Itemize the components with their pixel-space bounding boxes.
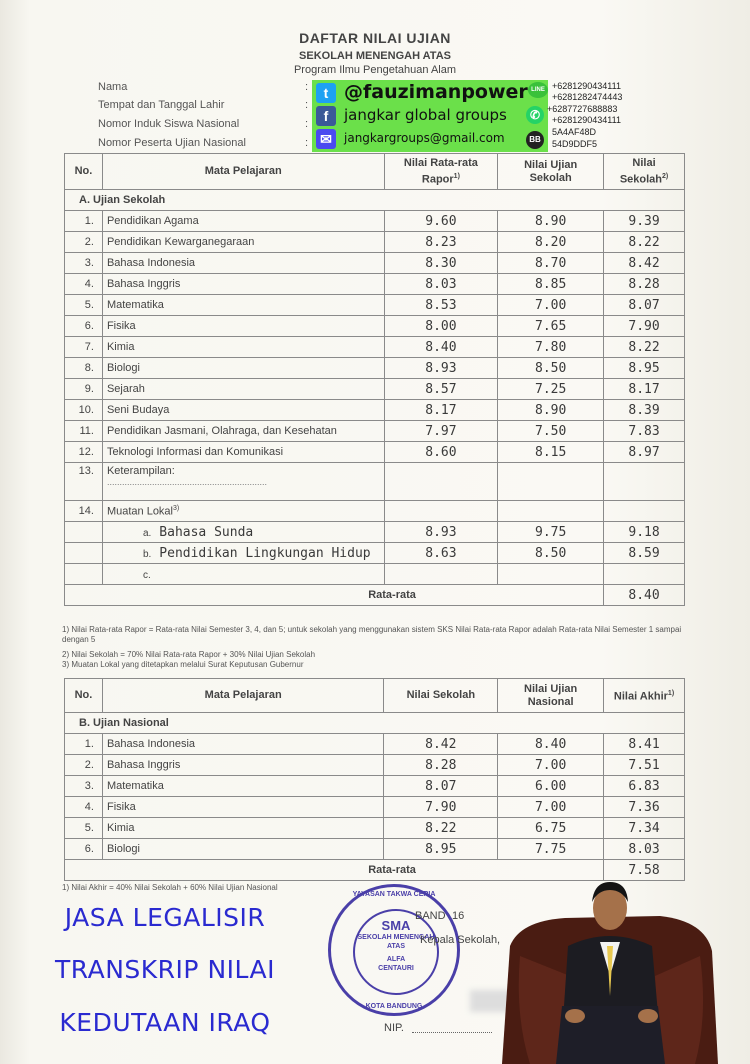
row-subject: Kimia bbox=[102, 818, 383, 839]
row-no: 13. bbox=[65, 463, 103, 501]
promo-line-2: TRANSKRIP NILAI bbox=[54, 955, 275, 984]
table-row bbox=[65, 797, 685, 818]
bbm-icon: BB bbox=[526, 131, 544, 149]
table-row bbox=[65, 274, 685, 295]
col-header-nasional: Nilai Ujian Nasional bbox=[498, 679, 604, 713]
row-no: 4. bbox=[65, 797, 103, 818]
cell-nasional: 7.75 bbox=[498, 839, 604, 860]
cell-rapor: 7.97 bbox=[384, 421, 498, 442]
row-no: 2. bbox=[65, 232, 103, 253]
row-subject: Bahasa Inggris bbox=[102, 274, 384, 295]
cell-akhir: 6.83 bbox=[604, 776, 685, 797]
dotted-line: ................................................................ bbox=[106, 477, 267, 487]
cell-empty bbox=[498, 501, 604, 522]
cell-nasional: 7.00 bbox=[498, 755, 604, 776]
stamp-ring-text: YAYASAN TAKWA CERIA bbox=[352, 891, 436, 898]
cell-sekolah: 7.83 bbox=[604, 421, 685, 442]
school-stamp bbox=[328, 884, 460, 1016]
row-no: 3. bbox=[65, 776, 103, 797]
cell-akhir: 8.41 bbox=[604, 734, 685, 755]
table-row bbox=[65, 379, 685, 400]
cell-sekolah: 8.28 bbox=[384, 755, 498, 776]
row-subject: Teknologi Informasi dan Komunikasi bbox=[102, 442, 384, 463]
cell-nasional: 6.75 bbox=[498, 818, 604, 839]
facebook-icon: f bbox=[316, 106, 336, 126]
cell-rapor: 8.30 bbox=[384, 253, 498, 274]
twitter-icon: t bbox=[316, 83, 336, 103]
stamp-line: ATAS bbox=[386, 943, 406, 950]
table-row bbox=[65, 337, 685, 358]
row-subject: Biologi bbox=[102, 358, 384, 379]
cell-akhir: 7.51 bbox=[604, 755, 685, 776]
cell-rapor bbox=[384, 564, 498, 585]
cell-rapor: 8.57 bbox=[384, 379, 498, 400]
phone-line: +6281290434111 bbox=[552, 81, 621, 91]
col-header-ujian: Nilai Ujian Sekolah bbox=[498, 154, 604, 190]
cell-ujian: 8.90 bbox=[498, 211, 604, 232]
cell-rapor: 8.17 bbox=[384, 400, 498, 421]
cell-empty bbox=[604, 501, 685, 522]
cell-empty bbox=[65, 543, 103, 564]
cell-sekolah: 8.95 bbox=[604, 358, 685, 379]
cell-rapor: 8.63 bbox=[384, 543, 498, 564]
section-b: B. Ujian Nasional bbox=[65, 713, 685, 734]
cell-ujian bbox=[498, 564, 604, 585]
cell-sekolah: 8.42 bbox=[604, 253, 685, 274]
cell-ujian: 7.65 bbox=[498, 316, 604, 337]
row-no: 6. bbox=[65, 316, 103, 337]
cell-rapor: 8.93 bbox=[384, 522, 498, 543]
cell-empty bbox=[65, 522, 103, 543]
row-subject: Bahasa Indonesia bbox=[102, 253, 384, 274]
cell-rapor: 8.00 bbox=[384, 316, 498, 337]
cell-ujian: 8.90 bbox=[498, 400, 604, 421]
cell-empty bbox=[498, 463, 604, 501]
cell-ujian: 8.50 bbox=[498, 543, 604, 564]
cell-ujian: 7.25 bbox=[498, 379, 604, 400]
cell-ujian: 9.75 bbox=[498, 522, 604, 543]
row-no: 12. bbox=[65, 442, 103, 463]
table-row bbox=[65, 232, 685, 253]
table-row bbox=[65, 543, 685, 564]
row-subject-muatan-lokal: Muatan Lokal$^{3)}$ bbox=[102, 501, 384, 522]
label-peserta: Nomor Peserta Ujian Nasional bbox=[98, 137, 246, 149]
row-subject: Matematika bbox=[102, 295, 384, 316]
row-no: 3. bbox=[65, 253, 103, 274]
row-no: 10. bbox=[65, 400, 103, 421]
col-header-rapor: Nilai Rata-rata Rapor$^{1)}$ bbox=[384, 154, 498, 190]
footnote-2: 2) Nilai Sekolah = 70% Nilai Rata-rata Rapor + 30% Nilai Ujian Sekolah bbox=[62, 650, 316, 659]
document-title: DAFTAR NILAI UJIAN bbox=[299, 30, 451, 46]
cell-sekolah: 9.18 bbox=[604, 522, 685, 543]
cell-sekolah: 8.59 bbox=[604, 543, 685, 564]
colon: : bbox=[305, 137, 309, 149]
cell-sekolah: 8.22 bbox=[384, 818, 498, 839]
cell-akhir: 8.03 bbox=[604, 839, 685, 860]
national-exam-table bbox=[64, 678, 685, 881]
col-header-no: No. bbox=[65, 679, 103, 713]
signature-nip: NIP. bbox=[384, 1022, 404, 1034]
col-header-akhir: Nilai Akhir$^{1)}$ bbox=[604, 679, 685, 713]
cell-sekolah: 8.42 bbox=[384, 734, 498, 755]
promo-line-1: JASA LEGALISIR bbox=[64, 903, 266, 932]
col-header-no: No. bbox=[65, 154, 103, 190]
cell-sekolah: 8.95 bbox=[384, 839, 498, 860]
stamp-sma: SMA bbox=[381, 918, 411, 933]
school-type: SEKOLAH MENENGAH ATAS bbox=[299, 50, 451, 62]
colon: : bbox=[305, 118, 309, 130]
cell-ujian: 7.00 bbox=[498, 295, 604, 316]
phone-whatsapp: +6287727688883 bbox=[547, 104, 618, 114]
email-address: jangkargroups@gmail.com bbox=[344, 131, 505, 145]
stamp-line: ALFA bbox=[386, 956, 406, 963]
nip-dotted-line bbox=[412, 1032, 492, 1033]
cell-ujian: 8.85 bbox=[498, 274, 604, 295]
cell-sekolah: 8.07 bbox=[384, 776, 498, 797]
cell-sekolah: 7.90 bbox=[384, 797, 498, 818]
cell-nasional: 8.40 bbox=[498, 734, 604, 755]
cell-sekolah bbox=[604, 564, 685, 585]
email-icon: ✉ bbox=[316, 129, 336, 149]
twitter-handle: @fauzimanpower bbox=[344, 81, 528, 103]
table-row bbox=[65, 734, 685, 755]
cell-empty bbox=[604, 463, 685, 501]
row-no: 5. bbox=[65, 818, 103, 839]
table-row bbox=[65, 818, 685, 839]
label-nisn: Nomor Induk Siswa Nasional bbox=[98, 118, 240, 130]
footnote-3: 3) Muatan Lokal yang ditetapkan melalui Surat Keputusan Gubernur bbox=[62, 660, 304, 669]
stamp-line: CENTAURI bbox=[378, 965, 414, 972]
cell-sekolah: 7.90 bbox=[604, 316, 685, 337]
row-no: 2. bbox=[65, 755, 103, 776]
table-row bbox=[65, 776, 685, 797]
cell-nasional: 7.00 bbox=[498, 797, 604, 818]
row-subject: Pendidikan Kewarganegaraan bbox=[102, 232, 384, 253]
cell-ujian: 8.15 bbox=[498, 442, 604, 463]
signature-place: BAND bbox=[415, 910, 446, 922]
person-photo bbox=[490, 866, 730, 1064]
facebook-name: jangkar global groups bbox=[344, 106, 507, 124]
label-ttl: Tempat dan Tanggal Lahir bbox=[98, 99, 225, 111]
bbm-pin: 5A4AF48D bbox=[552, 127, 597, 137]
col-header-sekolah: Nilai Sekolah$^{2)}$ bbox=[604, 154, 685, 190]
cell-sekolah: 8.22 bbox=[604, 337, 685, 358]
line-icon: LINE bbox=[528, 82, 548, 98]
school-exam-table bbox=[64, 153, 685, 606]
section-a: A. Ujian Sekolah bbox=[65, 190, 685, 211]
row-subject: Seni Budaya bbox=[102, 400, 384, 421]
row-subject: Sejarah bbox=[102, 379, 384, 400]
row-no: 1. bbox=[65, 734, 103, 755]
row-subject: Bahasa Indonesia bbox=[102, 734, 383, 755]
cell-sekolah: 8.22 bbox=[604, 232, 685, 253]
col-header-subject: Mata Pelajaran bbox=[102, 154, 384, 190]
cell-rapor: 8.23 bbox=[384, 232, 498, 253]
table-row bbox=[65, 442, 685, 463]
table-row bbox=[65, 755, 685, 776]
average-label: Rata-rata bbox=[65, 860, 604, 881]
row-subject: Pendidikan Jasmani, Olahraga, dan Kesehatan bbox=[102, 421, 384, 442]
cell-ujian: 7.80 bbox=[498, 337, 604, 358]
colon: : bbox=[305, 99, 309, 111]
signature-role: Kepala Sekolah, bbox=[420, 934, 501, 946]
cell-ujian: 8.70 bbox=[498, 253, 604, 274]
cell-sekolah: 8.39 bbox=[604, 400, 685, 421]
row-subject: Fisika bbox=[102, 316, 384, 337]
cell-nasional: 6.00 bbox=[498, 776, 604, 797]
table-row bbox=[65, 839, 685, 860]
cell-rapor: 8.03 bbox=[384, 274, 498, 295]
average-value: 7.58 bbox=[604, 860, 685, 881]
cell-sekolah: 8.28 bbox=[604, 274, 685, 295]
row-no: 8. bbox=[65, 358, 103, 379]
table-row bbox=[65, 522, 685, 543]
row-subject: Matematika bbox=[102, 776, 383, 797]
cell-ujian: 8.50 bbox=[498, 358, 604, 379]
stamp-line: SEKOLAH MENENGAH bbox=[357, 934, 435, 941]
whatsapp-icon: ✆ bbox=[526, 106, 544, 124]
cell-rapor: 9.60 bbox=[384, 211, 498, 232]
signature-date: 16 bbox=[452, 910, 465, 922]
average-value: 8.40 bbox=[604, 585, 685, 606]
cell-akhir: 7.34 bbox=[604, 818, 685, 839]
col-header-sekolah: Nilai Sekolah bbox=[384, 679, 498, 713]
row-no: 4. bbox=[65, 274, 103, 295]
row-subject: Pendidikan Agama bbox=[102, 211, 384, 232]
cell-empty bbox=[384, 463, 498, 501]
promo-line-3: KEDUTAAN IRAQ bbox=[59, 1008, 271, 1037]
local-subject: b. Pendidikan Lingkungan Hidup bbox=[102, 543, 384, 564]
table-row bbox=[65, 400, 685, 421]
cell-sekolah: 8.07 bbox=[604, 295, 685, 316]
row-no: 7. bbox=[65, 337, 103, 358]
row-no: 6. bbox=[65, 839, 103, 860]
footnote-nilai-akhir: 1) Nilai Akhir = 40% Nilai Sekolah + 60% Nilai Ujian Nasional bbox=[62, 883, 278, 892]
cell-rapor: 8.93 bbox=[384, 358, 498, 379]
cell-ujian: 7.50 bbox=[498, 421, 604, 442]
cell-ujian: 8.20 bbox=[498, 232, 604, 253]
table-row bbox=[65, 358, 685, 379]
cell-rapor: 8.53 bbox=[384, 295, 498, 316]
table-row bbox=[65, 253, 685, 274]
phone-line: +6281282474443 bbox=[552, 92, 623, 102]
table-row bbox=[65, 211, 685, 232]
row-subject: Fisika bbox=[102, 797, 383, 818]
cell-rapor: 8.40 bbox=[384, 337, 498, 358]
cell-akhir: 7.36 bbox=[604, 797, 685, 818]
col-header-subject: Mata Pelajaran bbox=[102, 679, 383, 713]
cell-empty bbox=[384, 501, 498, 522]
row-subject: Bahasa Inggris bbox=[102, 755, 383, 776]
cell-sekolah: 8.97 bbox=[604, 442, 685, 463]
phone-whatsapp: +6281290434111 bbox=[552, 115, 621, 125]
row-no: 1. bbox=[65, 211, 103, 232]
program-name: Program Ilmu Pengetahuan Alam bbox=[293, 64, 457, 76]
average-label: Rata-rata bbox=[65, 585, 604, 606]
colon: : bbox=[305, 81, 309, 93]
local-subject: a. Bahasa Sunda bbox=[102, 522, 384, 543]
local-subject: c. bbox=[102, 564, 384, 585]
row-no: 9. bbox=[65, 379, 103, 400]
row-subject: Kimia bbox=[102, 337, 384, 358]
row-no: 14. bbox=[65, 501, 103, 522]
row-no: 5. bbox=[65, 295, 103, 316]
cell-sekolah: 9.39 bbox=[604, 211, 685, 232]
label-nama: Nama bbox=[98, 81, 128, 93]
cell-rapor: 8.60 bbox=[384, 442, 498, 463]
bbm-pin: 54D9DDF5 bbox=[552, 139, 598, 149]
cell-empty bbox=[65, 564, 103, 585]
stamp-city: KOTA BANDUNG bbox=[365, 1003, 423, 1010]
row-subject-keterampilan: Keterampilan: ................................................................ bbox=[102, 463, 384, 501]
row-subject: Biologi bbox=[102, 839, 383, 860]
row-no: 11. bbox=[65, 421, 103, 442]
table-row bbox=[65, 421, 685, 442]
cell-sekolah: 8.17 bbox=[604, 379, 685, 400]
table-row bbox=[65, 295, 685, 316]
footnote-1: 1) Nilai Rata-rata Rapor = Rata-rata Nilai Semester 3, 4, dan 5; untuk sekolah yang menggunakan sistem SKS Nilai Rata-rata Rapor adalah Rata-rata Nilai Semester 1 sampai dengan 5 bbox=[62, 625, 682, 644]
table-row bbox=[65, 564, 685, 585]
table-row bbox=[65, 316, 685, 337]
